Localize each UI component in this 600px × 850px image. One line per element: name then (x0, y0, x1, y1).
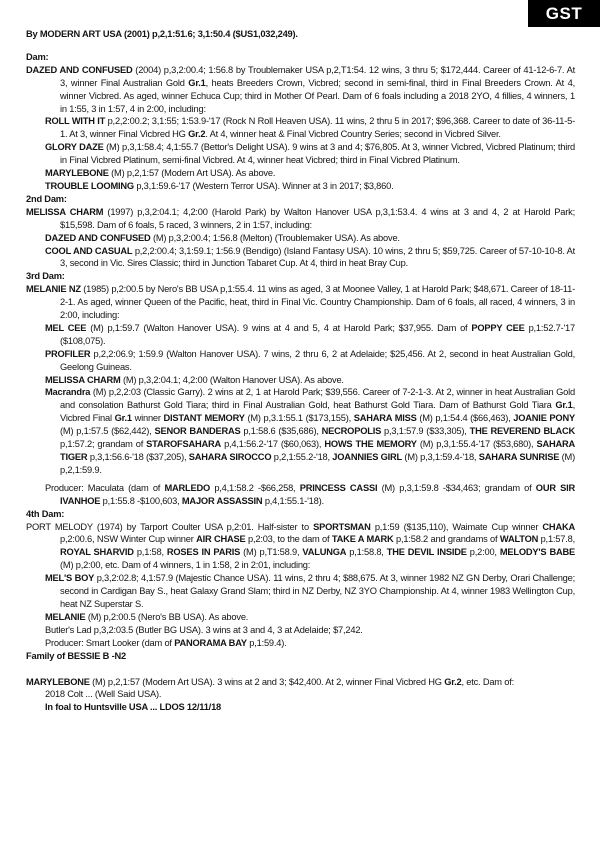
entry-melanie (26, 611, 575, 624)
bold-text-segment: MARYLEBONE (26, 676, 90, 687)
bold-text-segment: MELISSA CHARM (45, 374, 121, 385)
text-segment: PORT MELODY (1974) by Tarport Coulter USA p,2:01. Half-sister to (26, 521, 314, 532)
text-segment: (M) p,1:54.4 ($66,463), (416, 413, 514, 424)
second-dam-heading (26, 193, 575, 206)
bold-text-segment: Gr.2 (444, 676, 462, 687)
bold-text-segment: MELANIE NZ (26, 284, 81, 295)
producer-maculata (26, 482, 575, 508)
text-segment: p,2:00.6, NSW Winter Cup winner (60, 534, 197, 545)
family-line (26, 650, 575, 663)
text-segment: (M) p,2,1:59.9. (60, 452, 575, 475)
bold-text-segment: THE DEVIL INSIDE (386, 547, 467, 558)
text-segment: p,3,1:57.9 ($33,305), (381, 426, 470, 437)
text-segment: p,1:58.6 ($35,686), (240, 426, 322, 437)
fourth-dam-heading (26, 508, 575, 521)
text-segment: (M) p,3,1:58.4; 4,1:55.7 (Bettor's Delight USA). 9 wins at 3 and 4; $76,805. At 3, winner Vicbred, Vicbred Platinum; third in Final Vicbred Platinum, semi-final Vicbred. At 4, winner heat Vicbred; third in Final Vicbred Platinum. (60, 142, 575, 166)
bold-text-segment: SAHARA MISS (353, 413, 417, 424)
bold-text-segment: COOL AND CASUAL (45, 245, 133, 256)
text-segment: p,2,2:00.4; 3,1:59.1; 1:56.9 (Bendigo) (Island Fantasy USA). 10 wins, 2 thru 5; $59,725. Career of 57-10-10-8. At 3, second in Vic. Sires Classic; third in Junction Tabaret Cup. At 4, third in heat Bray Cup. (60, 245, 575, 269)
text-segment: p,4,1:58.2 -$66,258, (210, 482, 300, 493)
bold-text-segment: Gr.1 (555, 400, 573, 411)
bold-text-segment: DISTANT MEMORY (163, 413, 245, 424)
bold-text-segment: JOANNIES GIRL (332, 452, 403, 462)
bold-text-segment: MEL CEE (45, 322, 87, 333)
bold-text-segment: ROYAL SHARVID (60, 547, 134, 558)
sire-line (26, 28, 575, 41)
text-segment: , etc. Dam of: (461, 676, 514, 687)
entry-cool-and-casual (26, 245, 575, 271)
text-segment: (2004) p,3,2:00.4; 1:56.8 by Troublemaker USA p,2,T1:54. 12 wins, 3 thru 5; $172,444. Career of 41-12-6-7. At 3, winner Final Australian Gold (60, 64, 575, 88)
text-segment: p,4,1:56.2-'17 ($60,063), (221, 439, 325, 450)
bold-text-segment: MELANIE (45, 611, 86, 622)
bold-text-segment: Gr.2 (188, 129, 206, 140)
bold-text-segment: SAHARA TIGER (60, 439, 576, 462)
pedigree-blocks (26, 28, 575, 714)
text-segment: (M) p,2,1:57 (Modern Art USA). As above. (108, 168, 276, 179)
bold-text-segment: Gr.1 (114, 413, 132, 424)
entry-marylebone-2 (26, 676, 575, 689)
bold-text-segment: By MODERN ART USA (2001) p,2,1:51.6; 3,1:50.4 ($US1,032,249). (26, 29, 298, 39)
text-segment: (M) p,2:00, etc. Dam of 4 winners, 1 in 1:58, 2 in 2:01, including: (60, 560, 311, 571)
bold-text-segment: MAJOR ASSASSIN (181, 495, 263, 506)
entry-trouble-looming (26, 180, 575, 193)
bold-text-segment: STAROFSAHARA (146, 439, 222, 450)
bold-text-segment: DAZED AND CONFUSED (26, 64, 133, 75)
entry-glory-daze (26, 141, 575, 167)
bold-text-segment: SAHARA SIROCCO (188, 452, 272, 462)
bold-text-segment: Dam: (26, 51, 49, 62)
entry-melissa-charm-2 (26, 374, 575, 387)
bold-text-segment: THE REVEREND BLACK (469, 426, 576, 437)
bold-text-segment: ROSES IN PARIS (166, 547, 241, 558)
entry-profiler (26, 348, 575, 374)
bold-text-segment: AIR CHASE (196, 534, 246, 545)
text-segment: , Vicbred Final (60, 400, 575, 424)
text-segment: Butler's Lad p,3,2:03.5 (Butler BG USA). 3 wins at 3 and 4, 3 at Adelaide; $7,242. (45, 624, 363, 635)
bold-text-segment: TROUBLE LOOMING (45, 180, 134, 191)
entry-marylebone (26, 167, 575, 180)
bold-text-segment: 2nd Dam: (26, 193, 67, 204)
bold-text-segment: In foal to Huntsville USA ... LDOS 12/11/18 (45, 702, 222, 713)
text-segment: Producer: Maculata (dam of (45, 482, 165, 493)
entry-2018-colt (26, 688, 575, 701)
text-segment: p,1:58.8, (346, 547, 387, 558)
bold-text-segment: Gr.1 (188, 77, 206, 88)
entry-melanie-nz (26, 283, 575, 322)
bold-text-segment: JOANIE PONY (513, 413, 575, 424)
third-dam-heading (26, 270, 575, 283)
text-segment: , heats Breeders Crown, Vicbred; second in semi-final, third in Final Breeders Crown. At 4, winner Vicbred. As aged, winner Echuca Cup; third in Mother Of Pearl. Dam of 6 foals including a 2018 2YO, 4 fillies, 4 winners, 1 in 1:55, 3 in 1:57, 4 in 2:00, including: (60, 77, 576, 114)
bold-text-segment: OUR SIR IVANHOE (60, 482, 576, 506)
text-segment: (M) p,3,1:59.8 -$34,463; grandam of (377, 482, 536, 493)
entry-dazed-and-confused-2 (26, 232, 575, 245)
text-segment: p,1:55.8 -$100,603, (100, 495, 182, 506)
in-foal-line (26, 701, 575, 714)
bold-text-segment: MARLEDO (164, 482, 211, 493)
bold-text-segment: Family of BESSIE B -N2 (26, 650, 126, 661)
bold-text-segment: Macrandra (45, 387, 91, 398)
text-segment: (M) p,2,2:03 (Classic Garry). 2 wins at 2, 1 at Harold Park; $39,556. Career of 7-2-1-3. At 2, winner in heat Australian Gold and consolation Bathurst Gold Tiara; third in Final Australian Gold, heat Bathurst Gold Tiara. Dam of Bathurst Gold Tiara (60, 387, 575, 411)
text-segment: p,2,2:00.2; 3,1:55; 1:53.9-'17 (Rock N Roll Heaven USA). 11 wins, 2 thru 5 in 2017; $96,368. Career to date of 36-11-5-1. At 3, winner Final Vicbred HG (60, 116, 575, 140)
text-segment: p,3,1:56.6-'18 ($37,205), (87, 452, 189, 462)
producer-smart-looker (26, 637, 575, 650)
bold-text-segment: POPPY CEE (471, 322, 525, 333)
text-segment: (1985) p,2:00.5 by Nero's BB USA p,1:55.4. 11 wins as aged, 3 at Moonee Valley, 1 at Harold Park; $48,671. Career of 18-11-2-1. As aged, winner Queen of the Pacific, heat, third in Final Vic. Country Championship. Dam of 6 foals, all raced, 4 winners, 3 in 2:00, including: (60, 284, 575, 321)
entry-macrandra (26, 386, 575, 476)
bold-text-segment: DAZED AND CONFUSED (45, 232, 151, 243)
text-segment: . At 4, winner heat & Final Vicbred Country Series; second in Vicbred Silver. (205, 129, 501, 140)
text-segment: (M) p,3,2:00.4; 1:56.8 (Melton) (Troublemaker USA). As above. (150, 232, 400, 243)
bold-text-segment: MARYLEBONE (45, 168, 109, 179)
text-segment: Producer: Smart Looker (dam of (45, 637, 175, 648)
bold-text-segment: CHAKA (542, 521, 575, 532)
bold-text-segment: WALTON (499, 534, 539, 545)
entry-melissa-charm (26, 206, 575, 232)
text-segment: p,1:57.8, (538, 534, 575, 545)
text-segment: p,1:59 ($135,110), Waimate Cup winner (370, 521, 543, 532)
bold-text-segment: 3rd Dam: (26, 271, 65, 282)
bold-text-segment: SENOR BANDERAS (154, 426, 241, 437)
text-segment: (M) p,1:59.7 (Walton Hanover USA). 9 wins at 4 and 5, 4 at Harold Park; $37,955. Dam of (86, 322, 472, 333)
text-segment: p,2,2:06.9; 1:59.9 (Walton Hanover USA). 7 wins, 2 thru 6, 2 at Adelaide; $25,456. At 2, second in heat Australian Gold, Geelong Guineas. (60, 348, 575, 372)
text-segment: p,2:03, to the dam of (245, 534, 332, 545)
text-segment: p,1:59.4). (246, 637, 287, 648)
bold-text-segment: ROLL WITH IT (45, 116, 106, 127)
text-segment: (M) p,3,2:04.1; 4,2:00 (Walton Hanover USA). As above. (120, 374, 344, 385)
entry-mel-cee (26, 322, 575, 348)
gst-badge (528, 0, 600, 27)
text-segment: winner (131, 413, 164, 424)
bold-text-segment: MEL'S BOY (45, 573, 95, 584)
bold-text-segment: HOWS THE MEMORY (324, 439, 417, 450)
text-segment: p,2,1:55.2-'18, (271, 452, 333, 462)
text-segment: p,1:58, (133, 547, 167, 558)
bold-text-segment: PRINCESS CASSI (299, 482, 378, 493)
bold-text-segment: PROFILER (45, 348, 91, 359)
text-segment: p,3,2:02.8; 4,1:57.9 (Majestic Chance USA). 11 wins, 2 thru 4; $88,675. At 3, winner 1982 NZ GN Derby, Orari Challenge; second in Cardigan Bay S., heat Galaxy Grand Slam; third in NZ Derby, NZ 3YO Championship. At 4, winner 1983 Wellington Cup, heat NZ Superstar S. (60, 573, 575, 609)
bold-text-segment: VALUNGA (302, 547, 347, 558)
entry-butlers-lad (26, 624, 575, 637)
entry-dazed-and-confused (26, 64, 575, 116)
text-segment: (1997) p,3,2:04.1; 4,2:00 (Harold Park) by Walton Hanover USA p,3,1:53.4. 4 wins at 3 and 4, 2 at Harold Park; $15,598. Dam of 6 foals, 5 raced, 3 winners, 2 in 1:57, including: (60, 206, 576, 230)
dam-heading (26, 51, 575, 64)
text-segment: (M) p,2,1:57 (Modern Art USA). 3 wins at 2 and 3; $42,400. At 2, winner Final Vicbred HG (89, 676, 445, 687)
bold-text-segment: MELODY'S BABE (499, 547, 575, 558)
text-segment: (M) p,3.1:55.1 ($173,155), (244, 413, 354, 424)
text-segment: (M) p,1:57.5 ($62,442), (60, 426, 155, 437)
gst-label: GST (545, 3, 583, 23)
bold-text-segment: PANORAMA BAY (174, 637, 247, 648)
bold-text-segment: MELISSA CHARM (26, 206, 104, 217)
text-segment: 2018 Colt ... (Well Said USA). (45, 689, 162, 700)
text-segment: (M) p,3,1:59.4-'18, (402, 452, 479, 462)
text-segment: (M) p,2:00.5 (Nero's BB USA). As above. (85, 611, 249, 622)
entry-port-melody (26, 521, 575, 573)
text-segment: (M) p,3,1:55.4-'17 ($53,680), (416, 439, 537, 450)
bold-text-segment: SPORTSMAN (313, 521, 371, 532)
text-segment: p,3,1:59.6-'17 (Western Terror USA). Winner at 3 in 2017; $3,860. (133, 180, 394, 191)
entry-mels-boy (26, 572, 575, 611)
bold-text-segment: NECROPOLIS (321, 426, 382, 437)
entry-roll-with-it (26, 115, 575, 141)
bold-text-segment: GLORY DAZE (45, 142, 104, 153)
text-segment: (M) p,T1:58.9, (240, 547, 303, 558)
text-segment: p,1:52.7-'17 ($108,075). (60, 322, 575, 346)
text-segment: p,2:00, (466, 547, 500, 558)
bold-text-segment: 4th Dam: (26, 508, 65, 519)
bold-text-segment: TAKE A MARK (331, 534, 394, 545)
text-segment: p,1:57.2; grandam of (60, 439, 147, 450)
text-segment: p,4,1:55.1-'18). (262, 495, 324, 506)
text-segment: p,1:58.2 and grandams of (393, 534, 500, 545)
bold-text-segment: SAHARA SUNRISE (478, 452, 560, 462)
